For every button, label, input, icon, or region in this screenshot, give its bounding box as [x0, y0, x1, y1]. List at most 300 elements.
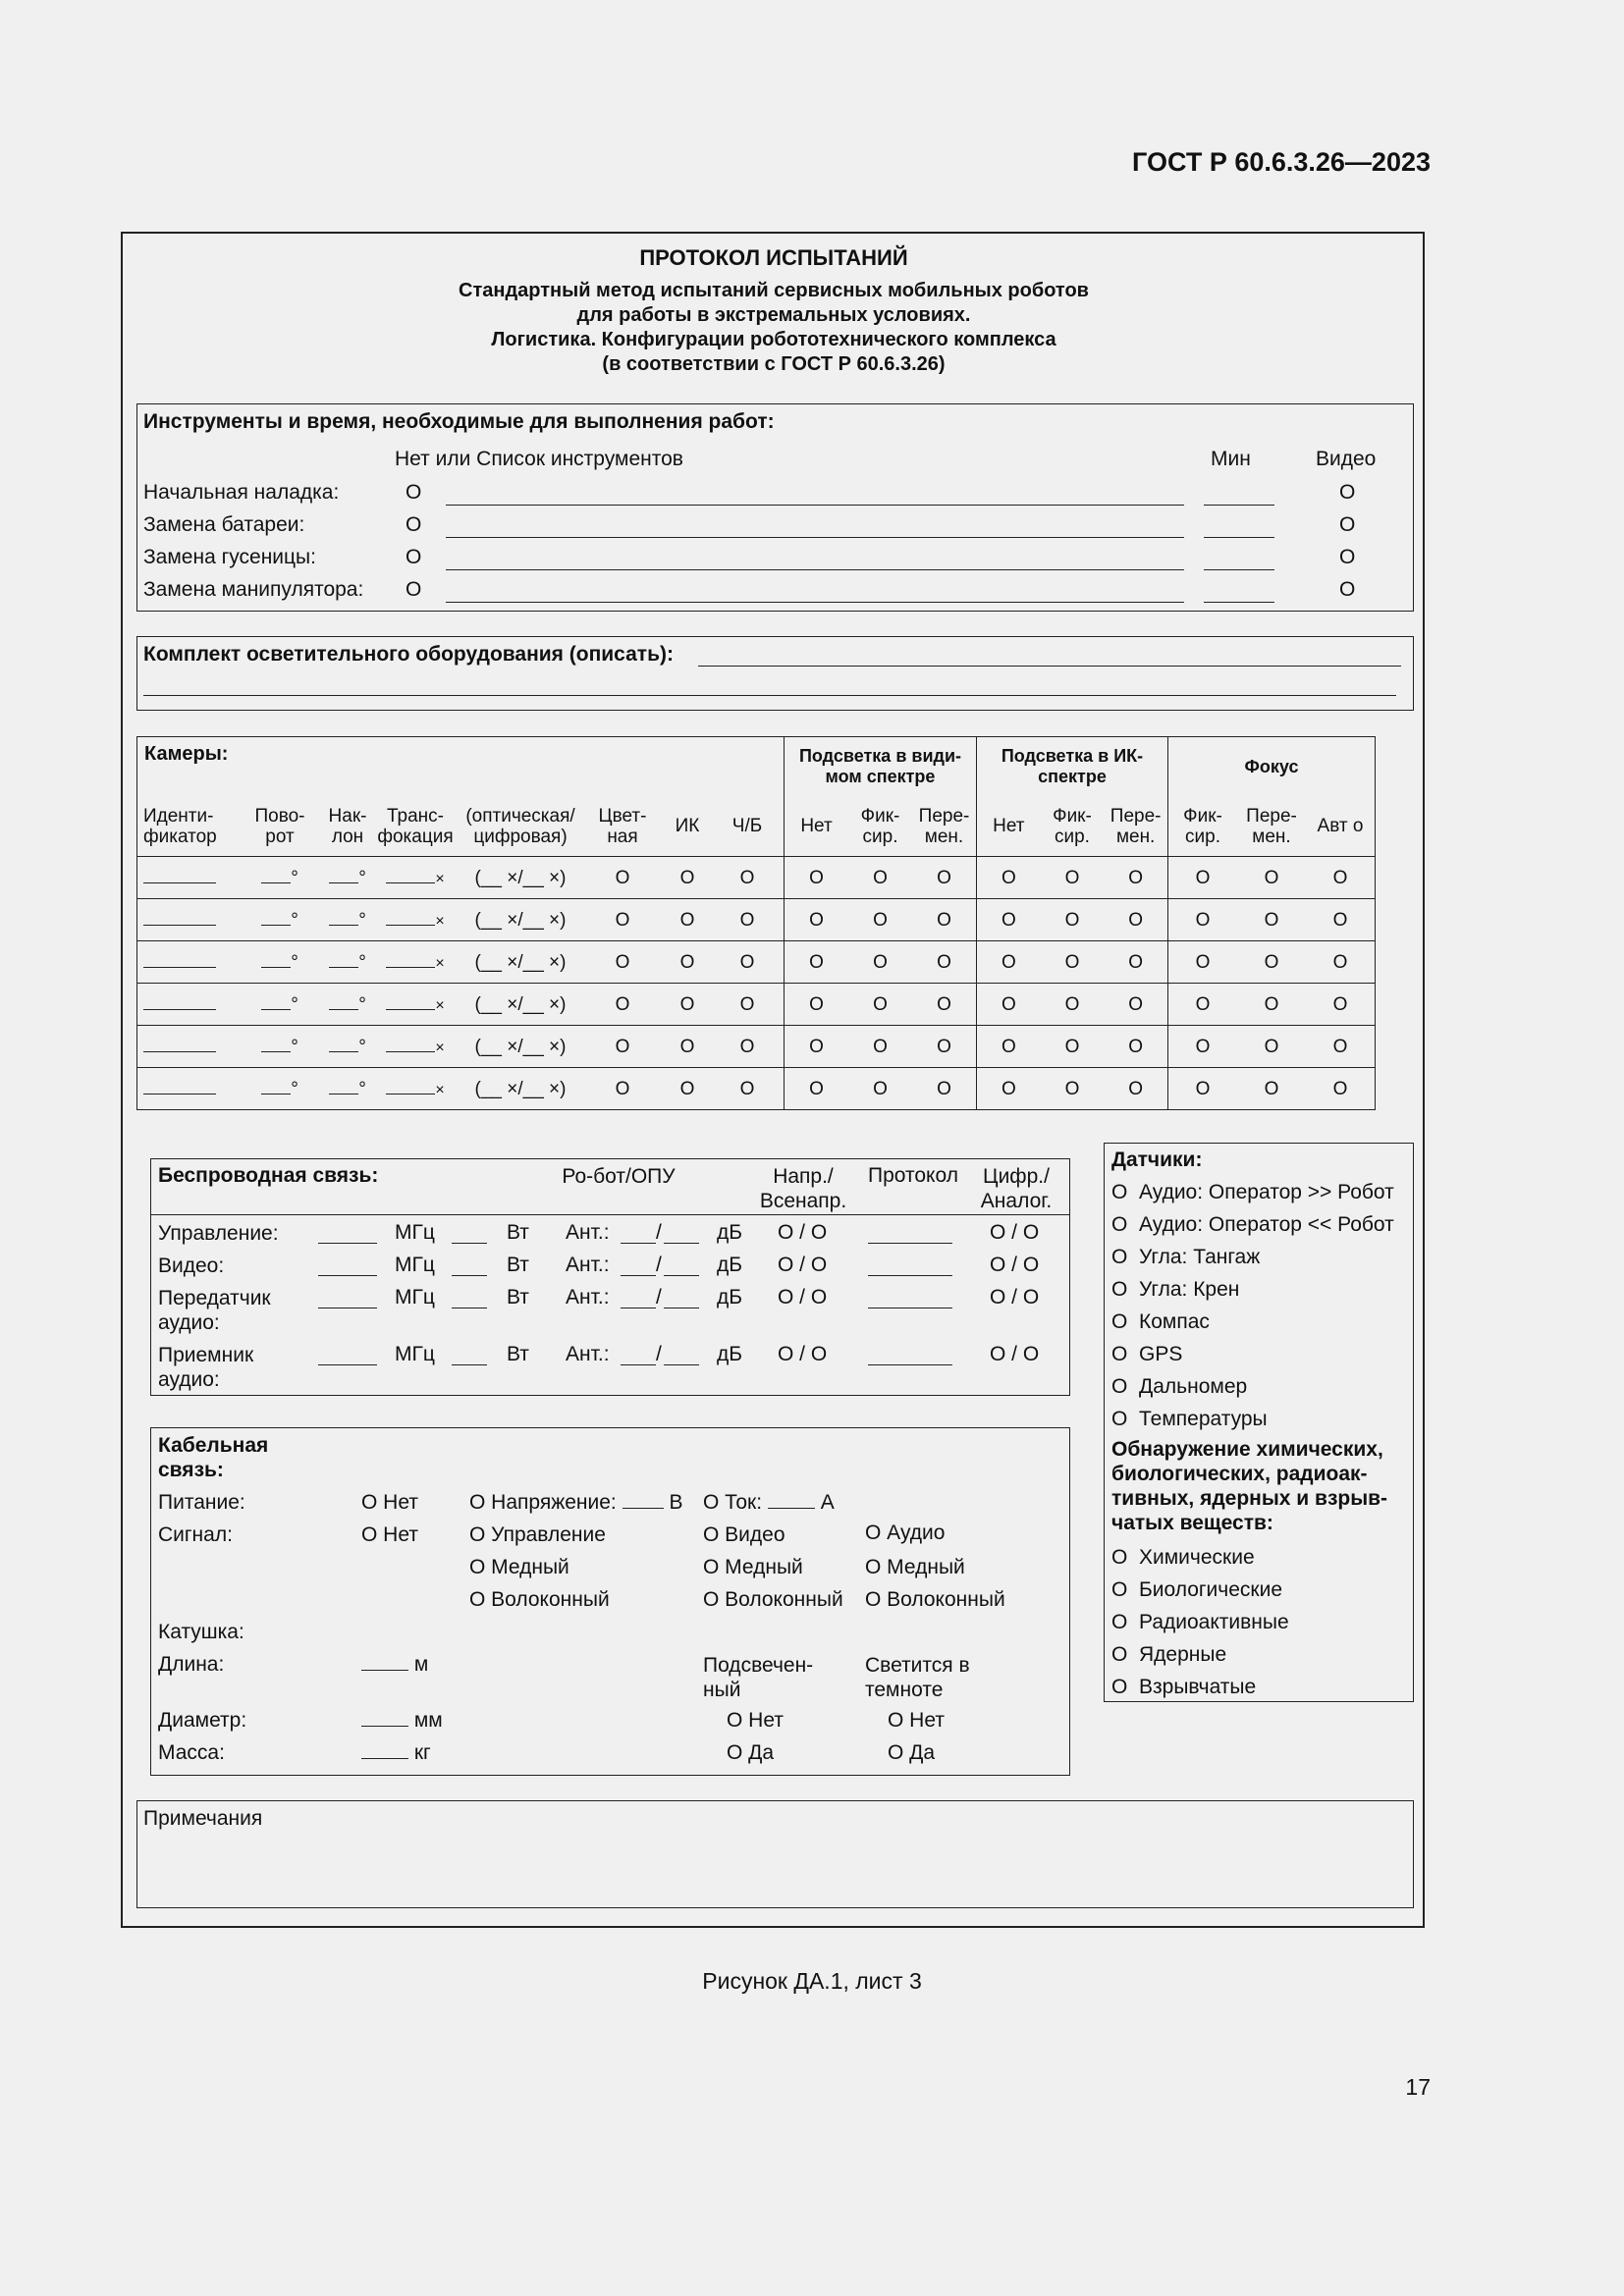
camera-pan-field[interactable]	[261, 1036, 291, 1052]
camera-type-radio[interactable]: O	[615, 867, 630, 888]
ir-column-headers	[977, 796, 1168, 857]
visible-column-header: Нет	[800, 816, 833, 836]
camera-visible-cell-group	[785, 857, 976, 898]
cable-length-field	[361, 1653, 428, 1677]
camera-ir-radio[interactable]: O	[1128, 909, 1144, 931]
camera-ir-cell-group	[977, 941, 1167, 983]
focus-column-header: Авт о	[1317, 816, 1364, 836]
camera-zoom-field[interactable]	[386, 867, 435, 883]
camera-focus-radio[interactable]: O	[1332, 1078, 1348, 1099]
subtitle-line: (в соответствии с ГОСТ Р 60.6.3.26)	[602, 353, 946, 375]
camera-type-radio[interactable]: O	[679, 951, 695, 973]
camera-tilt-field[interactable]	[329, 1078, 358, 1095]
cable-voltage	[469, 1491, 682, 1515]
camera-optdig-field[interactable]: (__ ×/__ ×)	[474, 993, 567, 1015]
antenna-robot-field[interactable]	[621, 1275, 656, 1276]
camera-id-field[interactable]	[143, 1078, 216, 1095]
lighting-line[interactable]	[143, 695, 1396, 696]
camera-id-field[interactable]	[143, 1036, 216, 1052]
camera-focus-radio[interactable]: O	[1264, 993, 1279, 1015]
camera-ir-cell-group	[977, 1068, 1167, 1109]
ir-group-heading-text: Подсветка в ИК-спектре	[1001, 746, 1144, 786]
camera-visible-radio[interactable]: O	[809, 1078, 824, 1099]
frequency-field[interactable]	[318, 1243, 377, 1244]
camera-focus-radio[interactable]: O	[1264, 1078, 1279, 1099]
camera-ir-radio[interactable]: O	[1001, 1036, 1016, 1057]
camera-focus-radio[interactable]: O	[1332, 951, 1348, 973]
camera-zoom-cell	[377, 1078, 454, 1100]
tools-none-radio[interactable]: O	[406, 481, 422, 504]
cable-signal-no[interactable]: O Нет	[361, 1523, 418, 1546]
camera-tilt-field[interactable]	[329, 1036, 358, 1052]
camera-pan-field[interactable]	[261, 867, 291, 883]
camera-visible-cells	[785, 857, 977, 899]
camera-visible-cell-group	[785, 1026, 976, 1067]
degree-sign: °	[291, 1079, 298, 1099]
camera-type-radio[interactable]: O	[679, 1036, 695, 1057]
wireless-header-divider	[150, 1214, 1069, 1215]
glow-no[interactable]: O Нет	[888, 1709, 945, 1732]
camera-ir-radio[interactable]: O	[1001, 867, 1016, 888]
lighting-line[interactable]	[698, 666, 1401, 667]
camera-focus-radio[interactable]: O	[1195, 993, 1211, 1015]
camera-type-radio[interactable]: O	[679, 1078, 695, 1099]
power-field[interactable]	[452, 1275, 487, 1276]
voltage-field[interactable]	[623, 1492, 664, 1509]
camera-type-radio[interactable]: O	[739, 951, 755, 973]
camera-ir-radio[interactable]: O	[1064, 993, 1080, 1015]
camera-column-header: Иденти-фикатор	[143, 805, 217, 847]
camera-visible-radio[interactable]: O	[937, 951, 951, 973]
camera-ir-radio[interactable]: O	[1064, 1036, 1080, 1057]
tools-video-radio[interactable]: O	[1339, 546, 1356, 568]
camera-tilt-cell	[318, 1078, 377, 1099]
mhz-unit: МГц	[395, 1254, 435, 1276]
antenna-slash: /	[656, 1221, 662, 1244]
camera-tilt-field[interactable]	[329, 951, 358, 968]
detection-option[interactable]: O Химические	[1111, 1546, 1255, 1569]
detection-option[interactable]: O Взрывчатые	[1111, 1676, 1257, 1698]
tools-list-field[interactable]	[446, 505, 1184, 506]
camera-row	[137, 857, 1376, 899]
protocol-field[interactable]	[868, 1243, 952, 1244]
camera-ir-radio[interactable]: O	[1001, 909, 1016, 931]
sensor-option[interactable]: O Температуры	[1111, 1408, 1268, 1430]
camera-ir-radio[interactable]: O	[1128, 1078, 1144, 1099]
camera-optdig-field[interactable]: (__ ×/__ ×)	[474, 909, 567, 931]
camera-pan-field[interactable]	[261, 951, 291, 968]
camera-ir-radio[interactable]: O	[1064, 909, 1080, 931]
camera-zoom-cell	[377, 867, 454, 889]
camera-visible-cell-group	[785, 941, 976, 983]
camera-visible-radio[interactable]: O	[809, 993, 824, 1015]
camera-zoom-field[interactable]	[386, 993, 435, 1010]
cable-audio-fiber[interactable]: O Волоконный	[865, 1588, 1005, 1611]
camera-focus-radio[interactable]: O	[1195, 867, 1211, 888]
cable-signal-label: Сигнал:	[158, 1523, 233, 1546]
tools-min-field[interactable]	[1204, 602, 1274, 603]
focus-column-header-group	[1168, 796, 1375, 856]
cable-power-no[interactable]: O Нет	[361, 1491, 418, 1514]
camera-row	[137, 1068, 1376, 1110]
camera-zoom-cell	[377, 909, 454, 932]
tools-col-min: Мин	[1211, 448, 1251, 470]
page-number: 17	[1405, 2074, 1431, 2100]
camera-pan-cell	[242, 867, 318, 888]
cable-voltage-label[interactable]: O Напряжение:	[469, 1491, 617, 1514]
camera-type-radio[interactable]: O	[615, 993, 630, 1015]
camera-zoom-field[interactable]	[386, 951, 435, 968]
watt-unit: Вт	[507, 1254, 529, 1276]
camera-optdig-field[interactable]: (__ ×/__ ×)	[474, 867, 567, 888]
camera-focus-radio[interactable]: O	[1332, 909, 1348, 931]
protocol-field[interactable]	[868, 1364, 952, 1365]
tools-min-field[interactable]	[1204, 537, 1274, 538]
wireless-heading: Беспроводная связь:	[158, 1164, 379, 1187]
camera-tilt-field[interactable]	[329, 867, 358, 883]
antenna-label: Ант.:	[566, 1254, 610, 1276]
camera-column-header: Цвет-ная	[598, 805, 647, 847]
detection-option[interactable]: O Биологические	[1111, 1578, 1283, 1601]
tools-min-field[interactable]	[1204, 569, 1274, 570]
notes-section[interactable]	[136, 1800, 1414, 1908]
antenna-opu-field[interactable]	[664, 1243, 699, 1244]
antenna-opu-field[interactable]	[664, 1275, 699, 1276]
diameter-field[interactable]	[361, 1710, 408, 1727]
protocol-field[interactable]	[868, 1275, 952, 1276]
focus-group-heading	[1168, 737, 1376, 797]
visible-column-header: Фик-сир.	[860, 805, 900, 847]
digital-analog-radios[interactable]: O / O	[990, 1343, 1040, 1365]
camera-pan-cell	[242, 1078, 318, 1099]
degree-sign: °	[358, 910, 366, 931]
camera-tilt-cell	[318, 993, 377, 1015]
camera-ir-cells	[977, 857, 1168, 899]
wireless-row-label: Передатчик аудио:	[158, 1287, 271, 1334]
camera-row	[137, 984, 1376, 1026]
degree-sign: °	[358, 952, 366, 973]
camera-type-radio[interactable]: O	[739, 1078, 755, 1099]
subtitle-line: Логистика. Конфигурации робототехнического комплекса	[491, 329, 1056, 350]
camera-visible-radio[interactable]: O	[873, 1036, 888, 1057]
digital-analog-radios[interactable]: O / O	[990, 1254, 1040, 1276]
camera-pan-field[interactable]	[261, 993, 291, 1010]
detection-heading: Обнаружение химических, биологических, радиоак-тивных, ядерных и взрыв-чатых веществ:	[1111, 1438, 1388, 1534]
camera-focus-cells	[1168, 857, 1376, 899]
tools-none-radio[interactable]: O	[406, 513, 422, 536]
antenna-robot-field[interactable]	[621, 1243, 656, 1244]
camera-id-field[interactable]	[143, 993, 216, 1010]
camera-visible-radio[interactable]: O	[873, 1078, 888, 1099]
camera-main-cells	[137, 857, 785, 899]
zoom-x: ×	[435, 954, 445, 972]
camera-focus-radio[interactable]: O	[1195, 1078, 1211, 1099]
camera-visible-radio[interactable]: O	[809, 909, 824, 931]
camera-type-radio[interactable]: O	[739, 1036, 755, 1057]
camera-id-cell	[137, 951, 242, 973]
camera-ir-radio[interactable]: O	[1128, 951, 1144, 973]
camera-focus-radio[interactable]: O	[1264, 951, 1279, 973]
camera-ir-radio[interactable]: O	[1001, 951, 1016, 973]
camera-tilt-cell	[318, 951, 377, 973]
digital-analog-radios[interactable]: O / O	[990, 1286, 1040, 1308]
tools-none-radio[interactable]: O	[406, 578, 422, 601]
focus-column-header: Пере-мен.	[1246, 805, 1297, 847]
camera-row	[137, 899, 1376, 941]
camera-ir-radio[interactable]: O	[1001, 993, 1016, 1015]
antenna-label: Ант.:	[566, 1221, 610, 1244]
camera-type-radio[interactable]: O	[739, 867, 755, 888]
wireless-col-protocol: Протокол	[868, 1164, 958, 1187]
wireless-row-label: Приемник аудио:	[158, 1344, 254, 1391]
camera-pan-cell	[242, 909, 318, 931]
camera-focus-radio[interactable]: O	[1264, 1036, 1279, 1057]
camera-visible-radio[interactable]: O	[873, 867, 888, 888]
cable-control-fiber[interactable]: O Волоконный	[469, 1588, 610, 1611]
camera-visible-radio[interactable]: O	[809, 951, 824, 973]
camera-ir-radio[interactable]: O	[1128, 1036, 1144, 1057]
volt-unit: В	[669, 1491, 683, 1514]
camera-pan-field[interactable]	[261, 909, 291, 926]
camera-type-radio[interactable]: O	[679, 993, 695, 1015]
tools-video-radio[interactable]: O	[1339, 578, 1356, 601]
camera-visible-radio[interactable]: O	[809, 867, 824, 888]
cameras-table	[136, 736, 1376, 1110]
camera-ir-cell-group	[977, 1026, 1167, 1067]
camera-pan-field[interactable]	[261, 1078, 291, 1095]
tools-none-radio[interactable]: O	[406, 546, 422, 568]
visible-column-header: Пере-мен.	[918, 805, 970, 847]
camera-id-cell	[137, 993, 242, 1015]
camera-pan-cell	[242, 1036, 318, 1057]
direction-radios[interactable]: O / O	[778, 1221, 828, 1244]
camera-zoom-field[interactable]	[386, 1078, 435, 1095]
camera-visible-radio[interactable]: O	[873, 951, 888, 973]
camera-ir-radio[interactable]: O	[1128, 993, 1144, 1015]
camera-visible-radio[interactable]: O	[937, 867, 951, 888]
camera-type-radio[interactable]: O	[679, 909, 695, 931]
camera-type-radio[interactable]: O	[615, 951, 630, 973]
tools-video-radio[interactable]: O	[1339, 481, 1356, 504]
direction-radios[interactable]: O / O	[778, 1254, 828, 1276]
tools-list-field[interactable]	[446, 602, 1184, 603]
ir-column-header: Фик-сир.	[1053, 805, 1092, 847]
tools-list-field[interactable]	[446, 569, 1184, 570]
camera-pan-cell	[242, 993, 318, 1015]
cable-signal-control[interactable]: O Управление	[469, 1523, 606, 1546]
camera-ir-radio[interactable]: O	[1001, 1078, 1016, 1099]
camera-focus-radio[interactable]: O	[1195, 909, 1211, 931]
zoom-x: ×	[435, 996, 445, 1014]
direction-radios[interactable]: O / O	[778, 1343, 828, 1365]
mhz-unit: МГц	[395, 1221, 435, 1244]
cable-audio-copper[interactable]: O Медный	[865, 1556, 965, 1578]
camera-focus-cell-group	[1168, 1026, 1375, 1067]
mm-unit: мм	[413, 1709, 443, 1732]
antenna-robot-field[interactable]	[621, 1364, 656, 1365]
camera-main-cells	[137, 1026, 785, 1068]
frequency-field[interactable]	[318, 1364, 377, 1365]
wireless-col-digital: Цифр./ Аналог.	[980, 1165, 1053, 1212]
camera-ir-radio[interactable]: O	[1064, 1078, 1080, 1099]
camera-optdig-field[interactable]: (__ ×/__ ×)	[474, 1078, 567, 1099]
tools-col-list: Нет или Список инструментов	[395, 448, 683, 470]
kg-unit: кг	[413, 1741, 431, 1764]
standard-number: ГОСТ Р 60.6.3.26—2023	[1132, 147, 1431, 177]
tools-video-radio[interactable]: O	[1339, 513, 1356, 536]
cable-signal-audio[interactable]: O Аудио	[865, 1522, 946, 1544]
mhz-unit: МГц	[395, 1286, 435, 1308]
camera-visible-radio[interactable]: O	[937, 1036, 951, 1057]
camera-ir-cells	[977, 941, 1168, 984]
camera-optdig-field[interactable]: (__ ×/__ ×)	[474, 1036, 567, 1057]
cable-control-copper[interactable]: O Медный	[469, 1556, 569, 1578]
camera-type-radio[interactable]: O	[615, 1078, 630, 1099]
camera-visible-radio[interactable]: O	[937, 1078, 951, 1099]
camera-zoom-cell	[377, 993, 454, 1016]
camera-type-radio[interactable]: O	[615, 909, 630, 931]
camera-visible-radio[interactable]: O	[873, 909, 888, 931]
camera-main-header	[137, 796, 784, 856]
camera-visible-cells	[785, 1026, 977, 1068]
power-field[interactable]	[452, 1364, 487, 1365]
cable-signal-video[interactable]: O Видео	[703, 1523, 785, 1546]
db-unit: дБ	[717, 1221, 743, 1244]
degree-sign: °	[291, 994, 298, 1015]
camera-tilt-field[interactable]	[329, 909, 358, 926]
camera-visible-cells	[785, 899, 977, 941]
camera-ir-radio[interactable]: O	[1064, 951, 1080, 973]
camera-ir-cell-group	[977, 899, 1167, 940]
camera-optdig-field[interactable]: (__ ×/__ ×)	[474, 951, 567, 973]
camera-column-header: ИК	[675, 816, 700, 836]
camera-column-header: Ч/Б	[731, 816, 763, 836]
visible-group-heading-text: Подсветка в види-мом спектре	[798, 746, 961, 786]
detection-option[interactable]: O Ядерные	[1111, 1643, 1227, 1666]
tools-list-field[interactable]	[446, 537, 1184, 538]
camera-focus-radio[interactable]: O	[1195, 1036, 1211, 1057]
length-field[interactable]	[361, 1654, 408, 1671]
camera-focus-cells	[1168, 899, 1376, 941]
camera-main-cell-group	[137, 1068, 784, 1109]
camera-row	[137, 941, 1376, 984]
sensor-option[interactable]: O Аудио: Оператор << Робот	[1111, 1213, 1394, 1236]
camera-type-radio[interactable]: O	[615, 1036, 630, 1057]
camera-type-radio[interactable]: O	[739, 909, 755, 931]
tools-heading: Инструменты и время, необходимые для выполнения работ:	[143, 410, 775, 433]
antenna-opu-field[interactable]	[664, 1364, 699, 1365]
frequency-field[interactable]	[318, 1275, 377, 1276]
camera-ir-radio[interactable]: O	[1128, 867, 1144, 888]
camera-ir-cells	[977, 1068, 1168, 1110]
tools-min-field[interactable]	[1204, 505, 1274, 506]
cable-diameter-field	[361, 1709, 443, 1733]
camera-id-field[interactable]	[143, 867, 216, 883]
camera-visible-radio[interactable]: O	[937, 993, 951, 1015]
sensor-option[interactable]: O Угла: Крен	[1111, 1278, 1240, 1301]
detection-option[interactable]: O Радиоактивные	[1111, 1611, 1289, 1633]
camera-visible-radio[interactable]: O	[809, 1036, 824, 1057]
tools-row-label: Замена гусеницы:	[143, 546, 316, 568]
camera-tilt-field[interactable]	[329, 993, 358, 1010]
camera-ir-cells	[977, 984, 1168, 1026]
cable-current	[703, 1491, 835, 1515]
cable-current-label[interactable]: O Ток:	[703, 1491, 763, 1514]
camera-id-field[interactable]	[143, 951, 216, 968]
camera-ir-radio[interactable]: O	[1064, 867, 1080, 888]
mass-field[interactable]	[361, 1742, 408, 1759]
sensor-option[interactable]: O Дальномер	[1111, 1375, 1248, 1398]
wireless-col-robot: Ро-бот/ОПУ	[562, 1165, 676, 1188]
camera-id-cell	[137, 909, 242, 931]
glow-yes[interactable]: O Да	[888, 1741, 936, 1764]
focus-group-heading-text: Фокус	[1244, 756, 1299, 776]
db-unit: дБ	[717, 1343, 743, 1365]
cable-mass-field	[361, 1741, 431, 1765]
camera-type-radio[interactable]: O	[679, 867, 695, 888]
camera-row	[137, 1026, 1376, 1068]
sensor-option[interactable]: O Аудио: Оператор >> Робот	[1111, 1181, 1394, 1203]
camera-focus-radio[interactable]: O	[1264, 867, 1279, 888]
camera-type-radio[interactable]: O	[739, 993, 755, 1015]
camera-focus-radio[interactable]: O	[1332, 1036, 1348, 1057]
wireless-row-label: Видео:	[158, 1255, 225, 1277]
degree-sign: °	[358, 994, 366, 1015]
camera-zoom-field[interactable]	[386, 909, 435, 926]
antenna-slash: /	[656, 1343, 662, 1365]
subtitle-line: Стандартный метод испытаний сервисных мобильных роботов	[459, 280, 1089, 301]
camera-visible-cell-group	[785, 984, 976, 1025]
cable-video-copper[interactable]: O Медный	[703, 1556, 803, 1578]
camera-column-header: Нак-лон	[328, 805, 367, 847]
camera-visible-cells	[785, 1068, 977, 1110]
zoom-x: ×	[435, 1081, 445, 1098]
cameras-heading-cell	[137, 737, 785, 797]
degree-sign: °	[291, 910, 298, 931]
direction-radios[interactable]: O / O	[778, 1286, 828, 1308]
power-field[interactable]	[452, 1243, 487, 1244]
backlit-no[interactable]: O Нет	[727, 1709, 784, 1732]
cable-video-fiber[interactable]: O Волоконный	[703, 1588, 843, 1611]
camera-tilt-cell	[318, 867, 377, 888]
camera-main-cell-group	[137, 857, 784, 898]
sensor-option[interactable]: O Угла: Тангаж	[1111, 1246, 1261, 1268]
sensors-heading: Датчики:	[1111, 1148, 1203, 1171]
antenna-slash: /	[656, 1254, 662, 1276]
camera-visible-cell-group	[785, 899, 976, 940]
sensor-option[interactable]: O GPS	[1111, 1343, 1183, 1365]
camera-visible-radio[interactable]: O	[937, 909, 951, 931]
degree-sign: °	[358, 1037, 366, 1057]
cable-power-label: Питание:	[158, 1491, 245, 1514]
camera-id-field[interactable]	[143, 909, 216, 926]
backlit-yes[interactable]: O Да	[727, 1741, 775, 1764]
camera-visible-radio[interactable]: O	[873, 993, 888, 1015]
focus-column-headers	[1168, 796, 1376, 857]
digital-analog-radios[interactable]: O / O	[990, 1221, 1040, 1244]
camera-focus-radio[interactable]: O	[1195, 951, 1211, 973]
camera-column-header: Транс-фокация	[377, 805, 454, 847]
camera-focus-radio[interactable]: O	[1264, 909, 1279, 931]
current-field[interactable]	[768, 1492, 815, 1509]
wireless-col-direction: Напр./ Всенапр.	[759, 1165, 847, 1212]
camera-focus-radio[interactable]: O	[1332, 867, 1348, 888]
camera-focus-radio[interactable]: O	[1332, 993, 1348, 1015]
sensor-option[interactable]: O Компас	[1111, 1310, 1210, 1333]
wireless-row-label: Управление:	[158, 1222, 279, 1245]
cable-backlit-label: Подсвечен-ный	[703, 1654, 814, 1701]
camera-zoom-field[interactable]	[386, 1036, 435, 1052]
